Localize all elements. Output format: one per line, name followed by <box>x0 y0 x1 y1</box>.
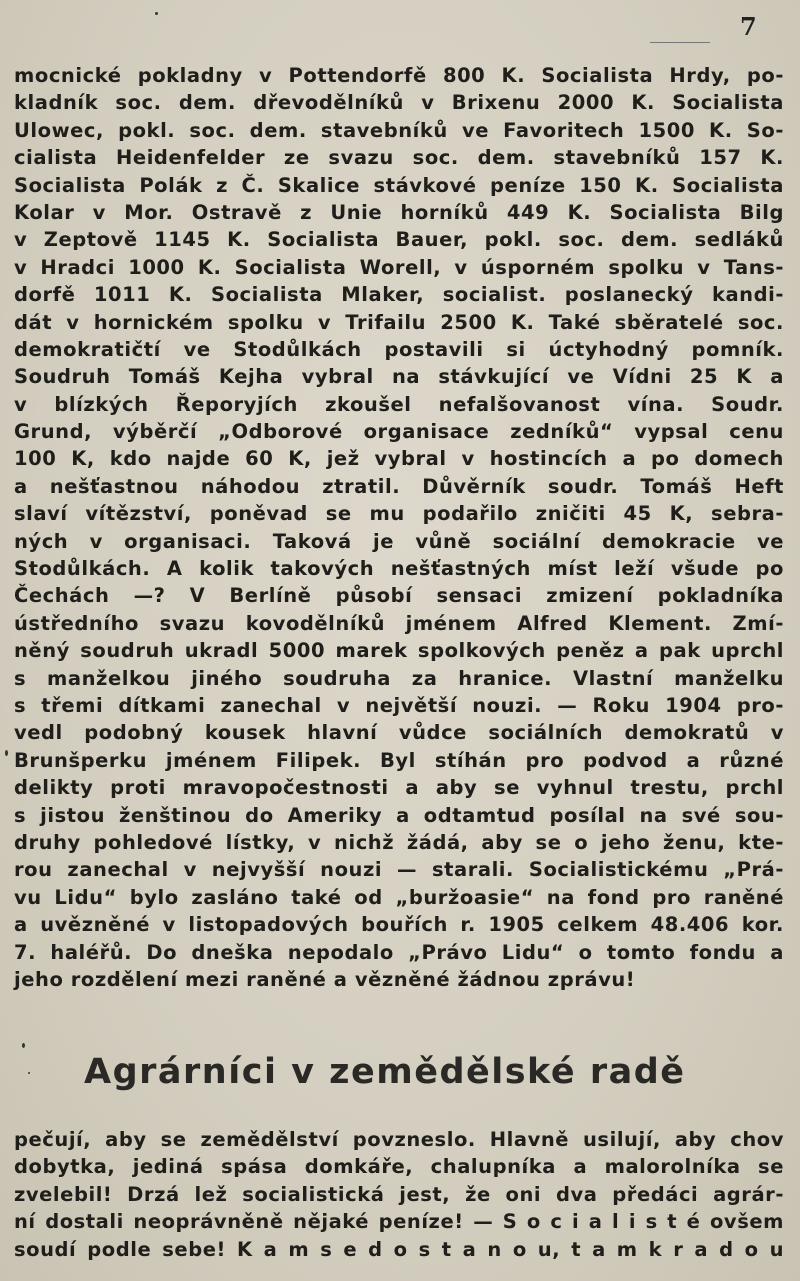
article-line: Socialista Polák z Č. Skalice stávkové peníze 150 K. Socialista <box>14 173 784 197</box>
article-line: Stodůlkách. A kolik takových nešťastných míst leží všude po <box>14 557 784 581</box>
article-line: ní dostali neoprávněně nějaké peníze! — S o c i a l i s t é ovšem <box>14 1210 784 1234</box>
article-line: v blízkých Řeporyjích zkoušel nefalšovanost vína. Soudr. <box>14 392 784 416</box>
article-line: Grund, výběrčí „Odborové organisace zedníků“ vypsal cenu <box>14 420 784 444</box>
article-line: Soudruh Tomáš Kejha vybral na stávkující ve Vídni 25 K a <box>14 365 784 389</box>
article-line: vu Lidu“ bylo zasláno také od „buržoasie“ na fond pro raněné <box>14 885 784 909</box>
ink-speck <box>155 12 158 15</box>
article-line: druhy pohledové lístky, v nichž žádá, aby se o jeho ženu, kte- <box>14 830 784 854</box>
article-line: soudí podle sebe! K a m s e d o s t a n o u, t a m k r a d o u <box>14 1237 784 1261</box>
article-line: kladník soc. dem. dřevodělníků v Brixenu 2000 K. Socialista <box>14 91 784 115</box>
article-line: dobytka, jediná spása domkáře, chalupníka a malorolníka se <box>14 1155 784 1179</box>
article-line: delikty proti mravopočestnosti a aby se vyhnul trestu, prchl <box>14 776 784 800</box>
article-body <box>14 1126 784 1263</box>
article-line: něný soudruh ukradl 5000 marek spolkových peněz a pak uprchl <box>14 639 784 663</box>
article-line: dát v hornickém spolku v Trifailu 2500 K. Také sběratelé soc. <box>14 310 784 334</box>
article-line: s manželkou jiného soudruha za hranice. Vlastní manželku <box>14 666 784 690</box>
ink-speck <box>5 750 8 756</box>
article-line: s třemi dítkami zanechal v největší nouzi. — Roku 1904 pro- <box>14 693 784 717</box>
article-line: vedl podobný kousek hlavní vůdce sociálních demokratů v <box>14 721 784 745</box>
header-rule <box>650 42 710 43</box>
ink-speck <box>22 1043 25 1048</box>
article-line: slaví vítězství, poněvad se mu podařilo zničiti 45 K, sebra- <box>14 502 784 526</box>
article-line: zvelebil! Drzá lež socialistická jest, že oni dva předáci agrár- <box>14 1182 784 1206</box>
article-line: mocnické pokladny v Pottendorfě 800 K. Socialista Hrdy, po- <box>14 64 784 87</box>
article-line: a nešťastnou náhodou ztratil. Důvěrník soudr. Tomáš Heft <box>14 474 784 498</box>
article-line: v Zeptově 1145 K. Socialista Bauer, pokl. soc. dem. sedláků <box>14 228 784 252</box>
article-line: a uvězněné v listopadových bouřích r. 1905 celkem 48.406 kor. <box>14 913 784 937</box>
article-line: s jistou ženštinou do Ameriky a odtamtud posílal na své sou- <box>14 803 784 827</box>
article-line: 7. haléřů. Do dneška nepodalo „Právo Lidu“ o tomto fondu a <box>14 940 784 964</box>
article-line: Ulowec, pokl. soc. dem. stavebníků ve Favoritech 1500 K. So- <box>14 118 784 142</box>
article-line: 100 K, kdo najde 60 K, jež vybral v hostincích a po domech <box>14 447 784 471</box>
article-body <box>14 62 784 993</box>
ink-speck <box>28 1072 30 1074</box>
article-line: Brunšperku jménem Filipek. Byl stíhán pro podvod a různé <box>14 748 784 772</box>
article-line: pečují, aby se zemědělství povzneslo. Hlavně usilují, aby chov <box>14 1128 784 1151</box>
article-line: jeho rozdělení mezi raněné a vězněné žádnou zprávu! <box>14 967 636 991</box>
article-line: ústředního svazu kovodělníků jménem Alfred Klement. Zmí- <box>14 611 784 635</box>
article-line: dorfě 1011 K. Socialista Mlaker, socialist. poslanecký kandi- <box>14 283 784 307</box>
page-number: 7 <box>740 12 757 41</box>
article-line: cialista Heidenfelder ze svazu soc. dem. stavebníků 157 K. <box>14 146 784 170</box>
article-line: rou zanechal v nejvyšší nouzi — starali. Socialistickému „Prá- <box>14 858 784 882</box>
section-heading: Agrárníci v zemědělské radě <box>84 1052 686 1092</box>
article-line: Kolar v Mor. Ostravě z Unie horníků 449 K. Socialista Bilg <box>14 200 784 224</box>
article-line: demokratičtí ve Stodůlkách postavili si úctyhodný pomník. <box>14 337 784 361</box>
article-line: v Hradci 1000 K. Socialista Worell, v úsporném spolku v Tans- <box>14 255 784 279</box>
article-line: ných v organisaci. Taková je vůně sociální demokracie ve <box>14 529 784 553</box>
article-line: Čechách —? V Berlíně působí sensaci zmizení pokladníka <box>14 584 784 608</box>
